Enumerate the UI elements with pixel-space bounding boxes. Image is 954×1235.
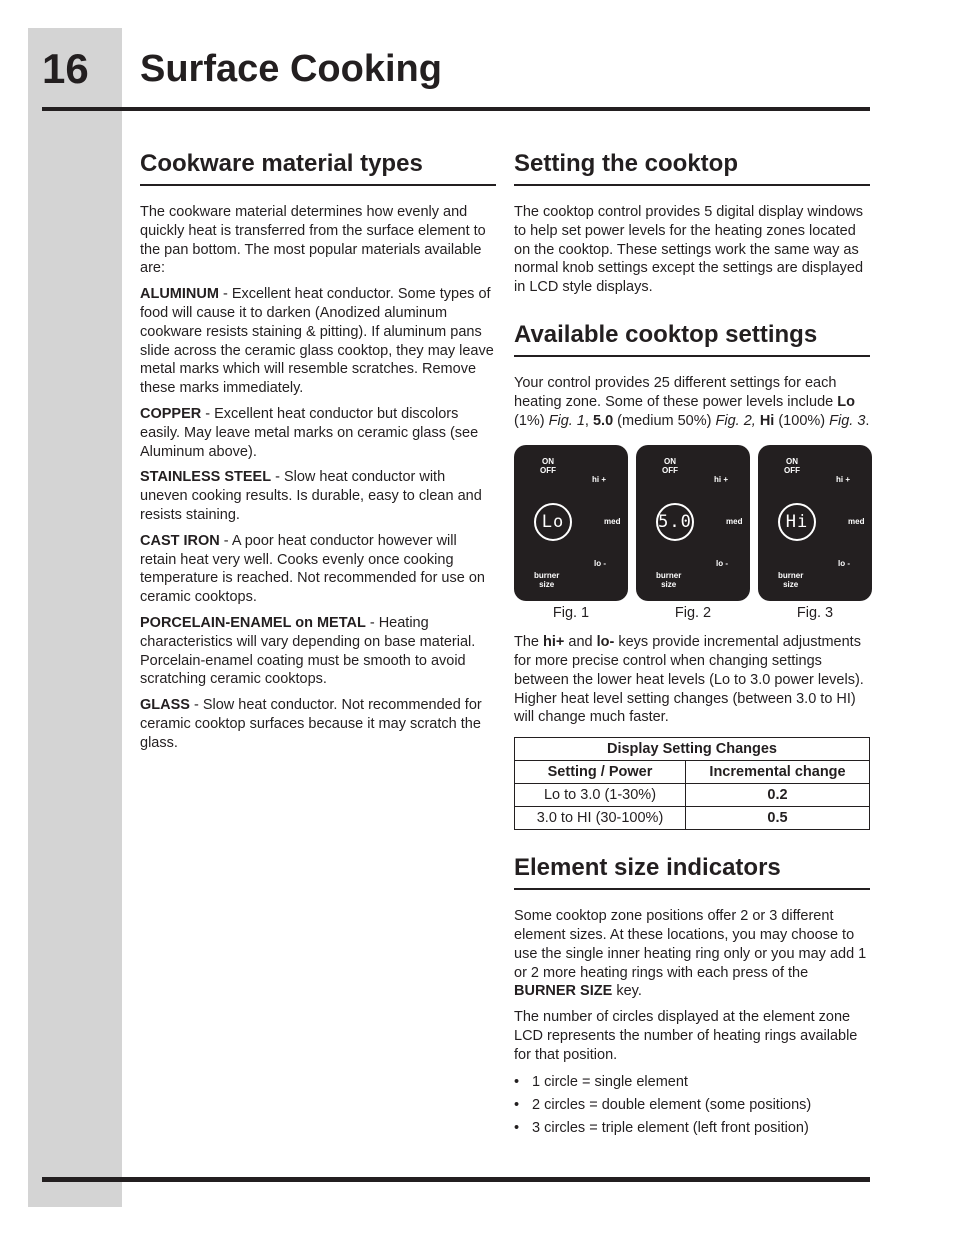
material-name: ALUMINUM — [140, 286, 219, 303]
material-text: - Excellent heat conductor. Some types of food will cause it to darken (Anodized aluminum cookware resists staining & pitting). If aluminum pans slide across the ceramic glass cooktop, they may leave metal marks which will resemble scratches. Remove these marks immediately. — [140, 286, 494, 397]
med-key: med — [604, 517, 621, 527]
on-off-key: ON OFF — [784, 457, 800, 476]
top-rule — [42, 107, 870, 111]
lcd-display: Lo — [541, 511, 565, 532]
table-row — [515, 784, 870, 807]
material-name: GLASS — [140, 697, 190, 714]
table-title: Display Setting Changes — [515, 738, 870, 761]
material-name: STAINLESS STEEL — [140, 469, 272, 486]
control-panel — [636, 445, 750, 601]
material-text: - A poor heat conductor however will retain heat very well. Cooks evenly once cooking temperature is reached. Not recommended for use on ceramic cooktops. — [140, 532, 485, 606]
column-header: Incremental change — [686, 761, 870, 784]
hi-key: hi + — [714, 475, 729, 485]
figure-row — [514, 445, 870, 623]
material-name: PORCELAIN-ENAMEL on METAL — [140, 614, 366, 631]
material-aluminum — [140, 285, 496, 398]
lcd-display: 5.0 — [658, 511, 692, 532]
med-key: med — [726, 517, 743, 527]
element-text-2: The number of circles displayed at the element zone LCD represents the number of heating rings available for that position. — [514, 1009, 858, 1063]
material-copper — [140, 405, 496, 461]
table-cell: Lo to 3.0 (1-30%) — [515, 784, 686, 807]
page-title: Surface Cooking — [140, 48, 442, 90]
list-item: • 2 circles = double element (some positions) — [514, 1096, 812, 1113]
element-text-1: Some cooktop zone positions offer 2 or 3 different element sizes. At these locations, you may choose to use the single inner heating ring only or you may add 1 or 2 more heating rings with each press of the BURNER SIZE key. — [514, 908, 867, 1000]
figure-caption: Fig. 1 — [552, 605, 590, 622]
table-cell: 0.2 — [686, 784, 870, 807]
material-porcelain — [140, 614, 496, 689]
right-column — [514, 150, 870, 1143]
cookware-heading: Cookware material types — [140, 150, 496, 186]
figure-2 — [636, 445, 750, 623]
med-key: med — [848, 517, 865, 527]
hi-key: hi + — [836, 475, 851, 485]
list-item: • 3 circles = triple element (left front position) — [514, 1120, 809, 1137]
left-column — [140, 150, 496, 753]
cookware-intro: The cookware material determines how evenly and quickly heat is transferred from the surface element to the pan bottom. The most popular materials available are: — [140, 204, 486, 277]
lo-key: lo - — [716, 559, 728, 569]
figure-3 — [758, 445, 872, 623]
control-panel — [514, 445, 628, 601]
figure-caption: Fig. 2 — [674, 605, 712, 622]
burner-size-key: burner size — [534, 571, 560, 590]
table-cell: 0.5 — [686, 807, 870, 830]
burner-size-key: burner size — [778, 571, 804, 590]
material-glass — [140, 696, 496, 752]
keys-paragraph: The hi+ and lo- keys provide incremental adjustments for more precise control when changing settings between the lower heat levels (Lo to 3.0 power levels). Higher heat level setting changes (between 3.0 to HI) will change much faster. — [514, 634, 864, 726]
figure-caption: Fig. 3 — [796, 605, 834, 622]
settings-table — [514, 737, 870, 830]
lo-key: lo - — [594, 559, 606, 569]
control-panel — [758, 445, 872, 601]
burner-size-key: burner size — [656, 571, 682, 590]
element-heading: Element size indicators — [514, 854, 870, 890]
lo-key: lo - — [838, 559, 850, 569]
material-text: - Slow heat conductor with uneven cooking results. Is durable, easy to clean and resists staining. — [140, 469, 482, 523]
table-cell: 3.0 to HI (30-100%) — [515, 807, 686, 830]
circle-list — [514, 1073, 870, 1139]
hi-key: hi + — [592, 475, 607, 485]
material-name: COPPER — [140, 405, 202, 422]
page-number: 16 — [42, 45, 89, 92]
material-text: - Slow heat conductor. Not recommended for ceramic cooktop surfaces because it may scratch the glass. — [140, 697, 482, 751]
material-text: - Excellent heat conductor but discolors easily. May leave metal marks on ceramic glass (see Aluminum above). — [140, 405, 479, 460]
figure-1 — [514, 445, 628, 623]
on-off-key: ON OFF — [662, 457, 678, 476]
material-name: CAST IRON — [140, 532, 220, 549]
list-item: • 1 circle = single element — [514, 1073, 688, 1090]
table-row — [515, 807, 870, 830]
side-band — [28, 28, 122, 1207]
column-header: Setting / Power — [515, 761, 686, 784]
available-heading: Available cooktop settings — [514, 321, 870, 357]
available-text: Your control provides 25 different settings for each heating zone. Some of these power levels include Lo (1%) Fig. 1, 5.0 (medium 50%) Fig. 2, Hi (100%) Fig. 3. — [514, 374, 870, 429]
setting-text: The cooktop control provides 5 digital display windows to help set power levels for the heating zones located on the cooktop. These settings work the same way as normal knob settings except the settings are displayed in LCD style displays. — [514, 204, 864, 296]
lcd-display: Hi — [785, 511, 809, 532]
bottom-rule — [42, 1177, 870, 1182]
setting-heading: Setting the cooktop — [514, 150, 870, 186]
material-stainless — [140, 468, 496, 524]
on-off-key: ON OFF — [540, 457, 556, 476]
material-text: - Heating characteristics will vary depending on base material. Porcelain-enamel coating must be smooth to avoid scratching ceramic cooktops. — [140, 614, 476, 688]
material-cast-iron — [140, 532, 496, 607]
